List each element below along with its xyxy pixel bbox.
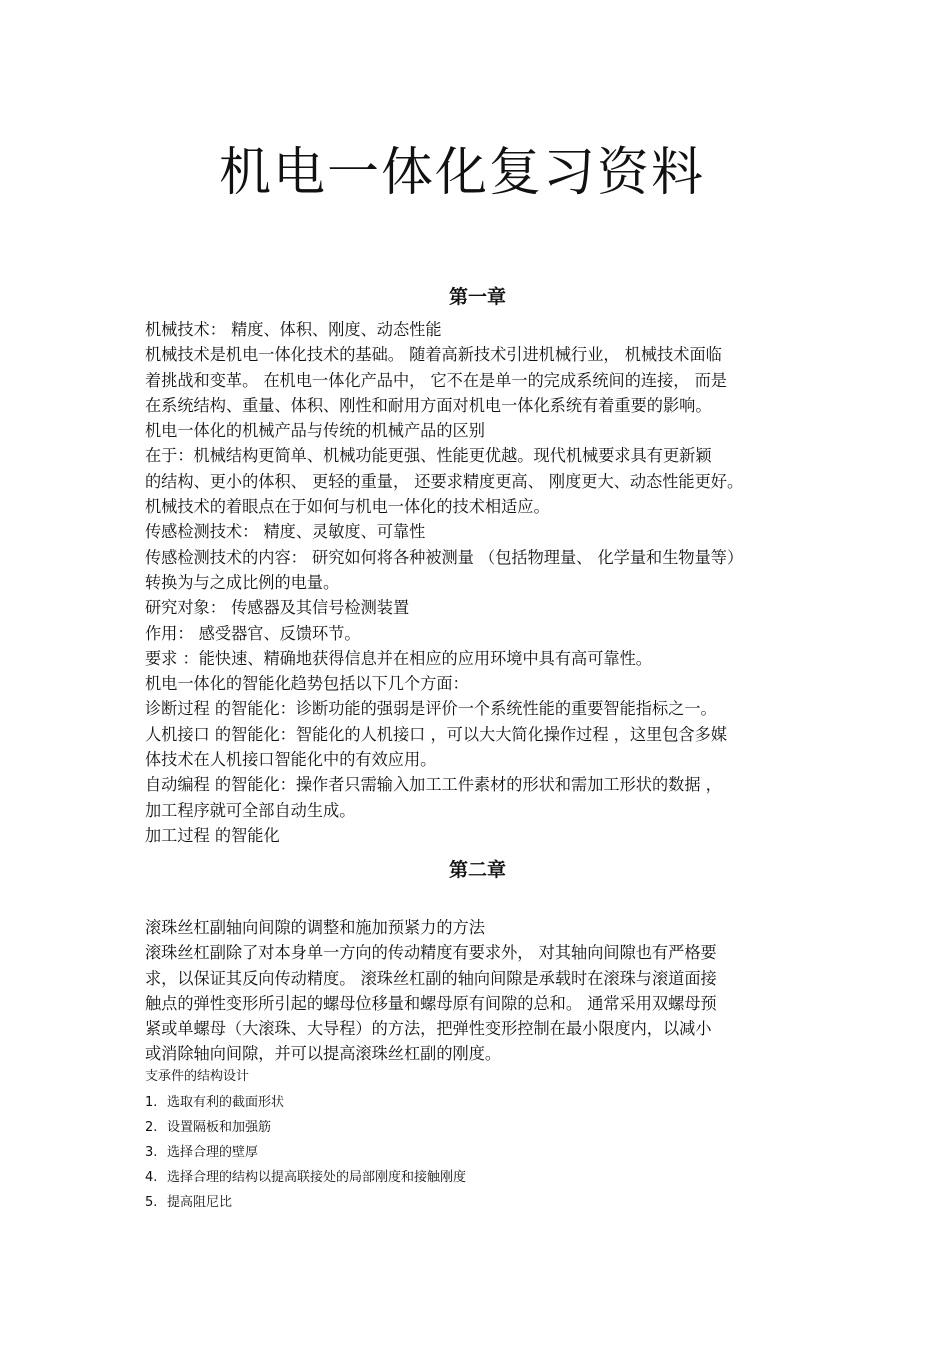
text-line: 研究对象： 传感器及其信号检测装置: [145, 598, 410, 618]
text-line: 机械技术： 精度、体积、刚度、动态性能: [145, 320, 442, 339]
text-line: 着挑战和变革。 在机电一体化产品中， 它不在是单一的完成系统间的连接， 而是: [145, 370, 727, 390]
list-item-text: 选取有利的截面形状: [167, 1095, 285, 1110]
text-line: 机械技术是机电一体化技术的基础。 随着高新技术引进机械行业， 机械技术面临: [145, 345, 722, 365]
list-item: [145, 1119, 810, 1137]
document-title: 机电一体化复习资料: [219, 143, 706, 203]
chapter-2-heading: 第二章: [448, 859, 506, 881]
text-line: 滚珠丝杠副除了对本身单一方向的传动精度有要求外， 对其轴向间隙也有严格要: [145, 943, 717, 963]
text-line: 诊断过程 的智能化：诊断功能的强弱是评价一个系统性能的重要智能指标之一。: [145, 699, 717, 719]
text-line: 在系统结构、重量、体积、刚性和耐用方面对机电一体化系统有着重要的影响。: [145, 395, 712, 415]
list-item: [145, 1144, 810, 1162]
list-item-text: 设置隔板和加强筋: [167, 1120, 272, 1135]
text-line: 机电一体化的机械产品与传统的机械产品的区别: [145, 421, 485, 441]
chapter-1-body: [145, 317, 810, 848]
text-line: 滚珠丝杠副轴向间隙的调整和施加预紧力的方法: [145, 918, 485, 937]
list-item-number: 5.: [145, 1195, 158, 1210]
text-line: 机电一体化的智能化趋势包括以下几个方面：: [145, 674, 469, 694]
text-line: 的结构、更小的体积、 更轻的重量， 还要求精度更高、 刚度更大、动态性能更好。: [145, 471, 744, 491]
list-item-number: 1.: [145, 1095, 158, 1110]
text-line: 人机接口 的智能化：智能化的人机接口 ，可以大大简化操作过程 ，这里包含多媒: [145, 724, 727, 744]
text-line: 传感检测技术的内容： 研究如何将各种被测量 （包括物理量、 化学量和生物量等）: [145, 547, 744, 567]
chapter-1-heading: 第一章: [448, 286, 506, 308]
text-line: 自动编程 的智能化：操作者只需输入加工工件素材的形状和需加工形状的数据 ，: [145, 775, 722, 795]
text-line: 触点的弹性变形所引起的螺母位移量和螺母原有间隙的总和。 通常采用双螺母预: [145, 993, 717, 1013]
text-line: 要求 ：能快速、精确地获得信息并在相应的应用环境中具有高可靠性。: [145, 648, 652, 668]
support-design-heading: 支承件的结构设计: [145, 1069, 250, 1084]
list-item-text: 选择合理的壁厚: [167, 1145, 259, 1160]
text-line: 加工程序就可全部自动生成。: [145, 800, 356, 820]
text-line: 体技术在人机接口智能化中的有效应用。: [145, 750, 437, 770]
list-item: [145, 1194, 810, 1212]
list-item-text: 选择合理的结构以提高联接处的局部刚度和接触刚度: [167, 1170, 467, 1185]
list-item-number: 4.: [145, 1170, 158, 1185]
text-line: 在于：机械结构更简单、机械功能更强、性能更优越。现代机械要求具有更新颖: [145, 446, 712, 466]
support-design-list: [145, 1068, 810, 1219]
text-line: 传感检测技术： 精度、灵敏度、可靠性: [145, 522, 426, 542]
list-item-number: 3.: [145, 1145, 158, 1160]
list-item-text: 提高阻尼比: [167, 1195, 233, 1210]
text-line: 加工过程 的智能化: [145, 825, 280, 845]
chapter-2-body: [145, 915, 810, 1067]
list-item-number: 2.: [145, 1120, 158, 1135]
text-line: 紧或单螺母（大滚珠、大导程）的方法，把弹性变形控制在最小限度内，以减小: [145, 1019, 712, 1039]
list-item: [145, 1169, 810, 1187]
text-line: 求，以保证其反向传动精度。 滚珠丝杠副的轴向间隙是承载时在滚珠与滚道面接: [145, 968, 717, 988]
text-line: 作用： 感受器官、反馈环节。: [145, 623, 361, 643]
text-line: 机械技术的着眼点在于如何与机电一体化的技术相适应。: [145, 497, 550, 517]
list-item: [145, 1094, 810, 1112]
text-line: 或消除轴向间隙，并可以提高滚珠丝杠副的刚度。: [145, 1044, 502, 1064]
text-line: 转换为与之成比例的电量。: [145, 572, 340, 592]
